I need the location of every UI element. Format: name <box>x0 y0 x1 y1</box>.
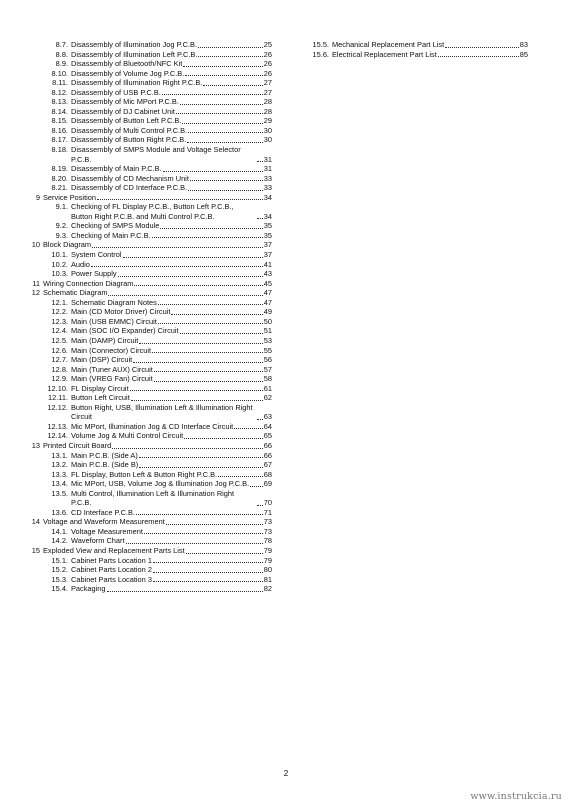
toc-entry-title: Audio <box>71 259 90 269</box>
toc-entry-number: 12.13. <box>47 421 68 431</box>
toc-entry-number: 12.3. <box>51 316 68 326</box>
toc-entry-title: Disassembly of Mic MPort P.C.B. <box>71 97 179 107</box>
toc-entry-number: 13.5. <box>51 488 68 498</box>
toc-entry-number: 10.1. <box>51 250 68 260</box>
watermark: www.instrukcia.ru <box>470 791 562 802</box>
toc-entry-number: 11 <box>32 278 40 288</box>
dot-leader <box>108 295 262 296</box>
toc-entry-page: 27 <box>263 87 272 97</box>
toc-entry-number: 12.4. <box>51 326 68 336</box>
toc-entry-page: 37 <box>263 250 272 260</box>
toc-entry[interactable] <box>22 575 272 585</box>
toc-entry-title: Main (SOC I/O Expander) Circuit <box>71 326 179 336</box>
toc-entry-number: 15.4. <box>51 584 68 594</box>
toc-entry-title: Disassembly of Main P.C.B. <box>71 164 162 174</box>
toc-entry-page: 78 <box>263 536 272 546</box>
toc-entry[interactable] <box>22 107 272 117</box>
toc-entry[interactable] <box>22 145 272 164</box>
toc-entry-title: System Control <box>71 250 122 260</box>
toc-entry-title: Multi Control, Illumination Left & Illumination Right P.C.B. <box>71 488 235 508</box>
toc-entry[interactable] <box>22 536 272 546</box>
toc-entry-title: FL Display, Button Left & Button Right P.C.B. <box>71 469 218 479</box>
dot-leader <box>176 113 263 114</box>
toc-entry-title: Disassembly of Volume Jog P.C.B. <box>71 68 185 78</box>
toc-entry-number: 13 <box>31 440 40 450</box>
dot-leader <box>144 533 263 534</box>
dot-leader <box>190 180 263 181</box>
toc-entry-page: 80 <box>263 565 272 575</box>
toc-entry[interactable] <box>22 116 272 126</box>
toc-entry[interactable] <box>22 527 272 537</box>
toc-entry-page: 41 <box>263 259 272 269</box>
toc-entry-number: 15.3. <box>51 574 68 584</box>
toc-entry-page: 29 <box>263 116 272 126</box>
toc-entry-number: 12.7. <box>51 355 68 365</box>
dot-leader <box>250 486 263 487</box>
toc-entry-page: 34 <box>263 211 272 221</box>
toc-entry[interactable] <box>22 470 272 480</box>
dot-leader <box>166 524 263 525</box>
dot-leader <box>153 581 263 582</box>
toc-entry[interactable] <box>22 183 272 193</box>
toc-entry-title: Voltage Measurement <box>71 526 143 536</box>
toc-entry-number: 8.8. <box>55 49 68 59</box>
dot-leader <box>183 66 262 67</box>
toc-entry-number: 8.19. <box>51 164 68 174</box>
toc-entry-title: Disassembly of Illumination Right P.C.B. <box>71 78 203 88</box>
dot-leader <box>184 438 263 439</box>
toc-entry-number: 12.5. <box>51 335 68 345</box>
toc-entry-title: Disassembly of Illumination Jog P.C.B. <box>71 40 197 49</box>
dot-leader <box>154 371 263 372</box>
dot-leader <box>187 142 262 143</box>
toc-entry-title: Disassembly of USB P.C.B. <box>71 87 161 97</box>
toc-entry-number: 9.1. <box>55 202 68 212</box>
toc-entry-number: 15.1. <box>51 555 68 565</box>
toc-entry-page: 57 <box>263 364 272 374</box>
toc-entry-number: 12.2. <box>51 307 68 317</box>
toc-entry-page: 37 <box>263 240 272 250</box>
toc-entry-page: 83 <box>519 40 528 49</box>
toc-entry-page: 79 <box>263 555 272 565</box>
toc-entry-title: Schematic Diagram Notes <box>71 297 157 307</box>
toc-entry[interactable] <box>22 40 272 50</box>
toc-entry[interactable] <box>22 431 272 441</box>
dot-leader <box>139 343 262 344</box>
toc-entry-page: 26 <box>263 49 272 59</box>
toc-entry-number: 12.10. <box>47 383 68 393</box>
toc-entry[interactable] <box>303 40 528 50</box>
toc-entry-page: 35 <box>263 230 272 240</box>
dot-leader <box>257 218 263 219</box>
dot-leader <box>162 94 263 95</box>
toc-entry-title: Mic MPort, Illumination Jog & CD Interface Circuit <box>71 421 234 431</box>
toc-entry-title: Power Supply <box>71 269 117 279</box>
toc-entry[interactable] <box>22 451 272 461</box>
toc-entry-number: 15.5. <box>312 40 329 49</box>
toc-entry-page: 26 <box>263 68 272 78</box>
toc-entry-page: 47 <box>263 297 272 307</box>
toc-entry[interactable] <box>22 126 272 136</box>
toc-entry-page: 79 <box>263 545 272 555</box>
toc-entry-number: 8.15. <box>51 116 68 126</box>
toc-entry[interactable] <box>22 479 272 489</box>
toc-entry[interactable] <box>22 403 272 422</box>
toc-entry-title: Mechanical Replacement Part List <box>332 40 445 49</box>
toc-entry-page: 53 <box>263 335 272 345</box>
toc-entry-page: 69 <box>263 479 272 489</box>
toc-entry-number: 12.6. <box>51 345 68 355</box>
toc-entry-title: Electrical Replacement Part List <box>332 49 437 59</box>
toc-entry-number: 15.2. <box>51 565 68 575</box>
toc-entry-title: Waveform Chart <box>71 536 125 546</box>
toc-entry-number: 8.17. <box>51 135 68 145</box>
toc-entry-number: 8.20. <box>51 173 68 183</box>
toc-entry[interactable] <box>22 346 272 356</box>
toc-entry-number: 12.8. <box>51 364 68 374</box>
toc-entry-page: 30 <box>263 125 272 135</box>
dot-leader <box>257 419 263 420</box>
toc-entry[interactable] <box>22 336 272 346</box>
dot-leader <box>91 266 263 267</box>
toc-entry-page: 33 <box>263 183 272 193</box>
toc-entry-page: 45 <box>263 278 272 288</box>
toc-entry-number: 12.14. <box>47 431 68 441</box>
toc-entry-page: 70 <box>263 498 272 508</box>
dot-leader <box>257 161 263 162</box>
dot-leader <box>134 285 262 286</box>
toc-entry[interactable] <box>22 164 272 174</box>
toc-entry-page: 82 <box>263 584 272 594</box>
toc-entry-title: Main (Tuner AUX) Circuit <box>71 364 153 374</box>
toc-entry-page: 66 <box>263 440 272 450</box>
toc-entry-number: 8.14. <box>51 106 68 116</box>
toc-entry-page: 43 <box>263 269 272 279</box>
toc-entry-title: Mic MPort, USB, Volume Jog & Illumination Jog P.C.B. <box>71 479 250 489</box>
dot-leader <box>126 543 263 544</box>
toc-entry[interactable] <box>22 250 272 260</box>
dot-leader <box>180 104 263 105</box>
toc-entry-number: 12.1. <box>51 297 68 307</box>
dot-leader <box>118 276 263 277</box>
toc-entry-title: Exploded View and Replacement Parts List <box>43 545 185 555</box>
toc-entry-title: Cabinet Parts Location 2 <box>71 565 152 575</box>
toc-entry-page: 28 <box>263 97 272 107</box>
toc-entry-title: Main P.C.B. (Side A) <box>71 450 138 460</box>
toc-entry-page: 33 <box>263 173 272 183</box>
toc-entry[interactable] <box>22 240 272 250</box>
toc-entry-page: 73 <box>263 526 272 536</box>
toc-entry[interactable] <box>22 307 272 317</box>
toc-entry-title: Disassembly of Button Right P.C.B. <box>71 135 187 145</box>
toc-entry[interactable] <box>22 269 272 279</box>
toc-entry[interactable] <box>22 393 272 403</box>
toc-entry-number: 8.21. <box>51 183 68 193</box>
toc-entry[interactable] <box>22 384 272 394</box>
toc-entry-title: Main (DAMP) Circuit <box>71 335 139 345</box>
toc-entry-number: 14.2. <box>51 536 68 546</box>
toc-entry-title: Disassembly of CD Mechanism Unit <box>71 173 189 183</box>
toc-entry-page: 27 <box>263 78 272 88</box>
dot-leader <box>198 47 263 48</box>
toc-entry-number: 8.9. <box>55 59 68 69</box>
toc-right-column <box>303 40 528 59</box>
toc-entry[interactable] <box>22 97 272 107</box>
toc-entry-title: Button Right, USB, Illumination Left & Illumination Right Circuit <box>71 402 253 422</box>
toc-entry-number: 13.6. <box>51 507 68 517</box>
dot-leader <box>188 132 263 133</box>
toc-entry[interactable] <box>22 374 272 384</box>
dot-leader <box>180 333 263 334</box>
toc-entry-number: 14 <box>31 517 40 527</box>
toc-entry-page: 31 <box>263 164 272 174</box>
toc-entry-page: 62 <box>263 393 272 403</box>
toc-entry-number: 9.3. <box>55 230 68 240</box>
dot-leader <box>198 56 262 57</box>
toc-entry-title: Disassembly of DJ Cabinet Unit <box>71 106 175 116</box>
toc-entry-page: 25 <box>263 40 272 49</box>
toc-entry[interactable] <box>22 460 272 470</box>
toc-entry-number: 15.6. <box>312 49 329 59</box>
toc-entry-number: 9 <box>35 192 40 202</box>
dot-leader <box>139 457 263 458</box>
dot-leader <box>123 257 263 258</box>
toc-entry-page: 49 <box>263 307 272 317</box>
toc-entry-title: Disassembly of SMPS Module and Voltage Selector P.C.B. <box>71 145 241 164</box>
dot-leader <box>163 171 263 172</box>
toc-entry[interactable] <box>22 355 272 365</box>
toc-entry-page: 30 <box>263 135 272 145</box>
toc-entry-title: Disassembly of Bluetooth/NFC Kit <box>71 59 183 69</box>
dot-leader <box>139 467 263 468</box>
dot-leader <box>92 247 263 248</box>
toc-entry[interactable] <box>22 422 272 432</box>
page-number: 2 <box>283 769 289 778</box>
toc-entry-page: 64 <box>263 421 272 431</box>
toc-entry-number: 13.4. <box>51 479 68 489</box>
toc-entry[interactable] <box>22 489 272 508</box>
toc-entry-number: 9.2. <box>55 221 68 231</box>
toc-entry-title: Packaging <box>71 584 106 594</box>
toc-entry-page: 28 <box>263 106 272 116</box>
toc-entry-page: 63 <box>263 412 272 422</box>
toc-entry-page: 35 <box>263 221 272 231</box>
toc-entry-number: 13.1. <box>51 450 68 460</box>
toc-entry-title: Printed Circuit Board <box>43 440 112 450</box>
toc-entry-title: Main (USB EMMC) Circuit <box>71 316 157 326</box>
toc-entry-page: 34 <box>263 192 272 202</box>
dot-leader <box>203 85 262 86</box>
toc-entry-number: 8.12. <box>51 87 68 97</box>
toc-entry[interactable] <box>22 441 272 451</box>
toc-entry[interactable] <box>22 221 272 231</box>
toc-entry[interactable] <box>22 69 272 79</box>
toc-entry[interactable] <box>22 260 272 270</box>
toc-entry-title: Voltage and Waveform Measurement <box>43 517 165 527</box>
dot-leader <box>154 381 263 382</box>
dot-leader <box>234 428 263 429</box>
toc-entry-page: 73 <box>263 517 272 527</box>
toc-entry[interactable] <box>22 174 272 184</box>
toc-entry-number: 15 <box>31 545 40 555</box>
toc-entry-number: 10.3. <box>51 269 68 279</box>
toc-entry-title: Disassembly of Illumination Left P.C.B. <box>71 49 198 59</box>
toc-entry-title: Disassembly of Button Left P.C.B. <box>71 116 182 126</box>
dot-leader <box>171 314 262 315</box>
dot-leader <box>152 352 263 353</box>
toc-entry-title: Main (CD Motor Driver) Circuit <box>71 307 171 317</box>
toc-entry-title: Main (Connector) Circuit <box>71 345 152 355</box>
toc-entry[interactable] <box>22 508 272 518</box>
dot-leader <box>112 448 263 449</box>
toc-entry-number: 12 <box>31 288 40 298</box>
dot-leader <box>182 123 262 124</box>
toc-entry-page: 68 <box>263 469 272 479</box>
toc-entry-page: 51 <box>263 326 272 336</box>
toc-entry-title: Cabinet Parts Location 3 <box>71 574 152 584</box>
toc-entry-number: 12.11. <box>48 393 68 403</box>
toc-entry-title: Checking of FL Display P.C.B., Button Left P.C.B., Button Right P.C.B. and Multi Control P.C.B. <box>71 202 234 221</box>
toc-entry[interactable] <box>22 88 272 98</box>
toc-entry-page: 81 <box>263 574 272 584</box>
toc-entry-title: Disassembly of Multi Control P.C.B. <box>71 125 188 135</box>
toc-entry[interactable] <box>22 517 272 527</box>
toc-entry-title: Wiring Connection Diagram <box>43 278 134 288</box>
toc-entry-page: 31 <box>263 154 272 164</box>
toc-entry-title: CD Interface P.C.B. <box>71 507 135 517</box>
toc-entry-number: 8.10. <box>51 68 68 78</box>
toc-entry[interactable] <box>22 365 272 375</box>
toc-entry-title: Service Position <box>43 192 96 202</box>
toc-entry[interactable] <box>22 59 272 69</box>
dot-leader <box>445 47 519 48</box>
toc-entry-number: 13.3. <box>51 469 68 479</box>
toc-entry[interactable] <box>22 565 272 575</box>
toc-entry-title: Cabinet Parts Location 1 <box>71 555 152 565</box>
dot-leader <box>130 390 263 391</box>
toc-entry-number: 10.2. <box>51 259 68 269</box>
dot-leader <box>131 400 263 401</box>
dot-leader <box>97 199 263 200</box>
toc-entry-number: 8.18. <box>51 145 68 155</box>
dot-leader <box>185 75 263 76</box>
toc-entry-title: Checking of Main P.C.B. <box>71 230 151 240</box>
toc-entry[interactable] <box>22 50 272 60</box>
toc-entry-page: 58 <box>263 374 272 384</box>
toc-entry[interactable] <box>22 288 272 298</box>
dot-leader <box>218 476 263 477</box>
toc-left-column <box>22 40 272 594</box>
toc-entry-title: Volume Jog & Multi Control Circuit <box>71 431 184 441</box>
toc-entry[interactable] <box>22 556 272 566</box>
toc-entry[interactable] <box>22 584 272 594</box>
toc-entry[interactable] <box>22 135 272 145</box>
toc-entry-number: 10 <box>31 240 40 250</box>
toc-entry-number: 8.7. <box>55 40 68 49</box>
toc-entry-number: 12.9. <box>51 374 68 384</box>
toc-entry-page: 26 <box>263 59 272 69</box>
toc-entry-page: 50 <box>263 316 272 326</box>
dot-leader <box>107 591 263 592</box>
toc-entry-title: Main (DSP) Circuit <box>71 355 133 365</box>
toc-entry[interactable] <box>22 279 272 289</box>
toc-entry-number: 8.11. <box>52 78 68 88</box>
toc-entry-page: 67 <box>263 460 272 470</box>
dot-leader <box>158 323 263 324</box>
toc-entry-title: Checking of SMPS Module <box>71 221 160 231</box>
toc-entry-number: 14.1. <box>51 526 68 536</box>
dot-leader <box>136 514 263 515</box>
toc-entry[interactable] <box>22 202 272 221</box>
toc-entry-page: 66 <box>263 450 272 460</box>
toc-entry[interactable] <box>22 231 272 241</box>
toc-entry[interactable] <box>22 298 272 308</box>
toc-entry[interactable] <box>303 50 528 60</box>
toc-entry-number: 12.12. <box>47 402 68 412</box>
dot-leader <box>188 190 263 191</box>
toc-entry-number: 13.2. <box>51 460 68 470</box>
toc-entry[interactable] <box>22 78 272 88</box>
toc-entry-title: Button Left Circuit <box>71 393 130 403</box>
toc-entry-title: Block Diagram <box>43 240 92 250</box>
dot-leader <box>133 362 263 363</box>
toc-entry[interactable] <box>22 317 272 327</box>
toc-entry-page: 56 <box>263 355 272 365</box>
toc-entry-title: FL Display Circuit <box>71 383 129 393</box>
dot-leader <box>158 304 263 305</box>
dot-leader <box>438 56 519 57</box>
toc-entry-page: 47 <box>263 288 272 298</box>
dot-leader <box>153 572 263 573</box>
toc-entry-page: 71 <box>263 507 272 517</box>
toc-entry-page: 85 <box>519 49 528 59</box>
toc-entry-page: 65 <box>263 431 272 441</box>
dot-leader <box>153 562 263 563</box>
toc-entry[interactable] <box>22 546 272 556</box>
toc-entry-title: Schematic Diagram <box>43 288 108 298</box>
dot-leader <box>152 237 263 238</box>
dot-leader <box>186 553 263 554</box>
dot-leader <box>160 228 262 229</box>
toc-entry-page: 61 <box>263 383 272 393</box>
toc-entry-title: Main P.C.B. (Side B) <box>71 460 139 470</box>
toc-entry-number: 8.13. <box>51 97 68 107</box>
toc-entry-title: Disassembly of CD Interface P.C.B. <box>71 183 188 193</box>
toc-entry-number: 8.16. <box>51 125 68 135</box>
toc-entry-page: 55 <box>263 345 272 355</box>
toc-entry[interactable] <box>22 193 272 203</box>
dot-leader <box>257 505 263 506</box>
toc-entry-title: Main (VREG Fan) Circuit <box>71 374 153 384</box>
toc-entry[interactable] <box>22 326 272 336</box>
